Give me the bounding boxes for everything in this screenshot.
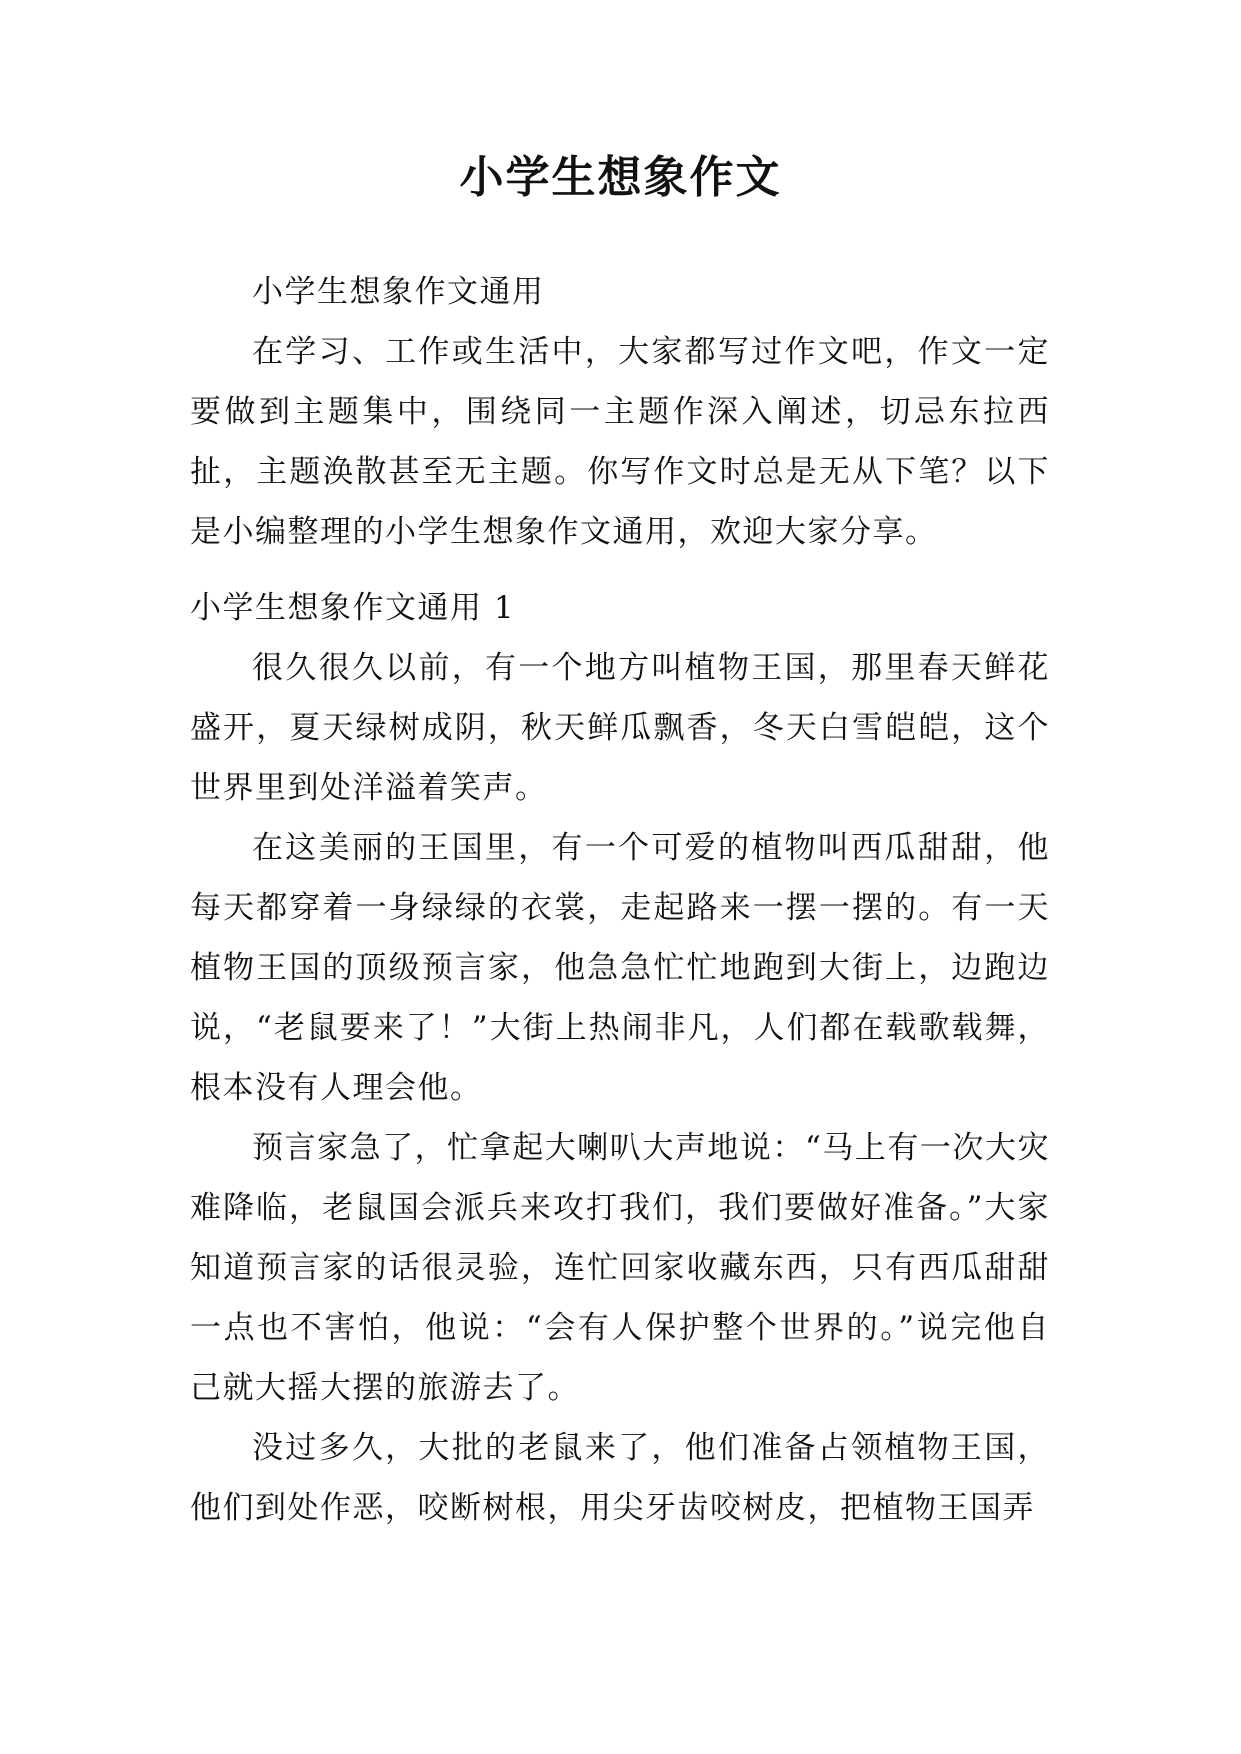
- intro-paragraph: 在学习、工作或生活中，大家都写过作文吧，作文一定要做到主题集中，围绕同一主题作深入阐述，切忌东拉西扯，主题涣散甚至无主题。你写作文时总是无从下笔？以下是小编整理的小学生想象作文通用，欢迎大家分享。: [190, 334, 1050, 550]
- section-paragraph: 预言家急了，忙拿起大喇叭大声地说：“马上有一次大灾难降临，老鼠国会派兵来攻打我们，我们要做好准备。”大家知道预言家的话很灵验，连忙回家收藏东西，只有西瓜甜甜一点也不害怕，他说：“会有人保护整个世界的。”说完他自己就大摇大摆的旅游去了。: [190, 1130, 1050, 1406]
- section-heading: 小学生想象作文通用 1: [190, 590, 516, 626]
- intro-block: [190, 262, 1050, 562]
- intro-subtitle: 小学生想象作文通用: [252, 274, 545, 310]
- section-paragraph: 在这美丽的王国里，有一个可爱的植物叫西瓜甜甜，他每天都穿着一身绿绿的衣裳，走起路来一摆一摆的。有一天植物王国的顶级预言家，他急急忙忙地跑到大街上，边跑边说，“老鼠要来了！”大街上热闹非凡，人们都在载歌载舞，根本没有人理会他。: [190, 830, 1050, 1106]
- document-title: 小学生想象作文: [459, 152, 782, 203]
- section-paragraph: 没过多久，大批的老鼠来了，他们准备占领植物王国，他们到处作恶，咬断树根，用尖牙齿咬树皮，把植物王国弄: [190, 1430, 1050, 1526]
- section-paragraph: 很久很久以前，有一个地方叫植物王国，那里春天鲜花盛开，夏天绿树成阴，秋天鲜瓜飘香，冬天白雪皑皑，这个世界里到处洋溢着笑声。: [190, 650, 1050, 806]
- section-1: [190, 578, 1050, 1538]
